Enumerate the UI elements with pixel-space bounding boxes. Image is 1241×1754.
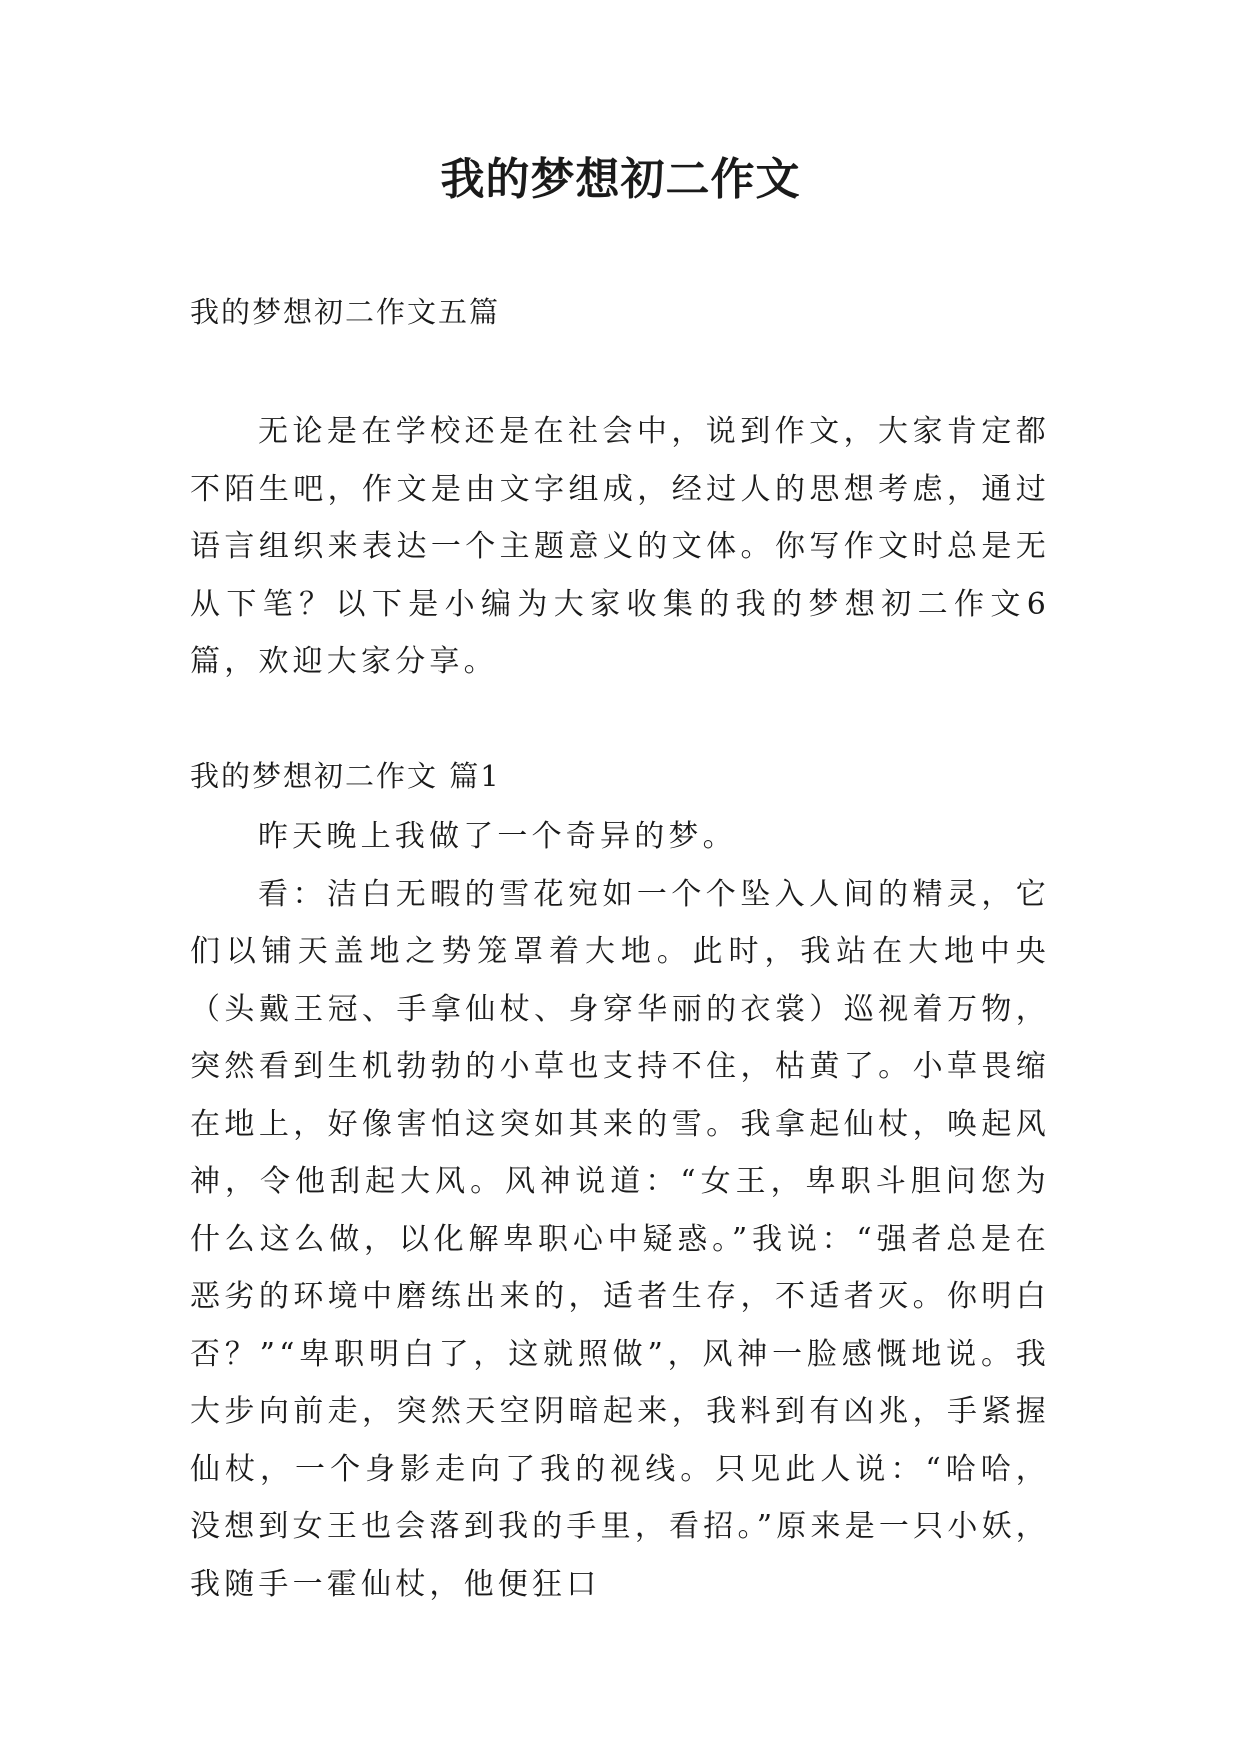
story-paragraph: 看：洁白无暇的雪花宛如一个个坠入人间的精灵，它们以铺天盖地之势笼罩着大地。此时，我站在大地中央（头戴王冠、手拿仙杖、身穿华丽的衣裳）巡视着万物，突然看到生机勃勃的小草也支持不住，枯黄了。小草畏缩在地上，好像害怕这突如其来的雪。我拿起仙杖，唤起风神，令他刮起大风。风神说道：“女王，卑职斗胆问您为什么这么做，以化解卑职心中疑惑。”我说：“强者总是在恶劣的环境中磨练出来的，适者生存，不适者灭。你明白否？”“卑职明白了，这就照做”，风神一脸感慨地说。我大步向前走，突然天空阴暗起来，我料到有凶兆，手紧握仙杖，一个身影走向了我的视线。只见此人说：“哈哈，没想到女王也会落到我的手里，看招。”原来是一只小妖，我随手一霍仙杖，他便狂口 [190, 876, 1050, 1602]
story-paragraph: 昨天晚上我做了一个奇异的梦。 [258, 819, 737, 854]
intro-paragraph: 无论是在学校还是在社会中，说到作文，大家肯定都不陌生吧，作文是由文字组成，经过人的思想考虑，通过语言组织来表达一个主题意义的文体。你写作文时总是无从下笔？以下是小编为大家收集的我的梦想初二作文6篇，欢迎大家分享。 [190, 414, 1050, 679]
document-title: 我的梦想初二作文 [440, 154, 801, 205]
story-section [190, 808, 1050, 1613]
intro-section [190, 403, 1050, 691]
section-heading: 我的梦想初二作文 篇1 [190, 759, 501, 793]
document-subtitle: 我的梦想初二作文五篇 [190, 295, 501, 329]
